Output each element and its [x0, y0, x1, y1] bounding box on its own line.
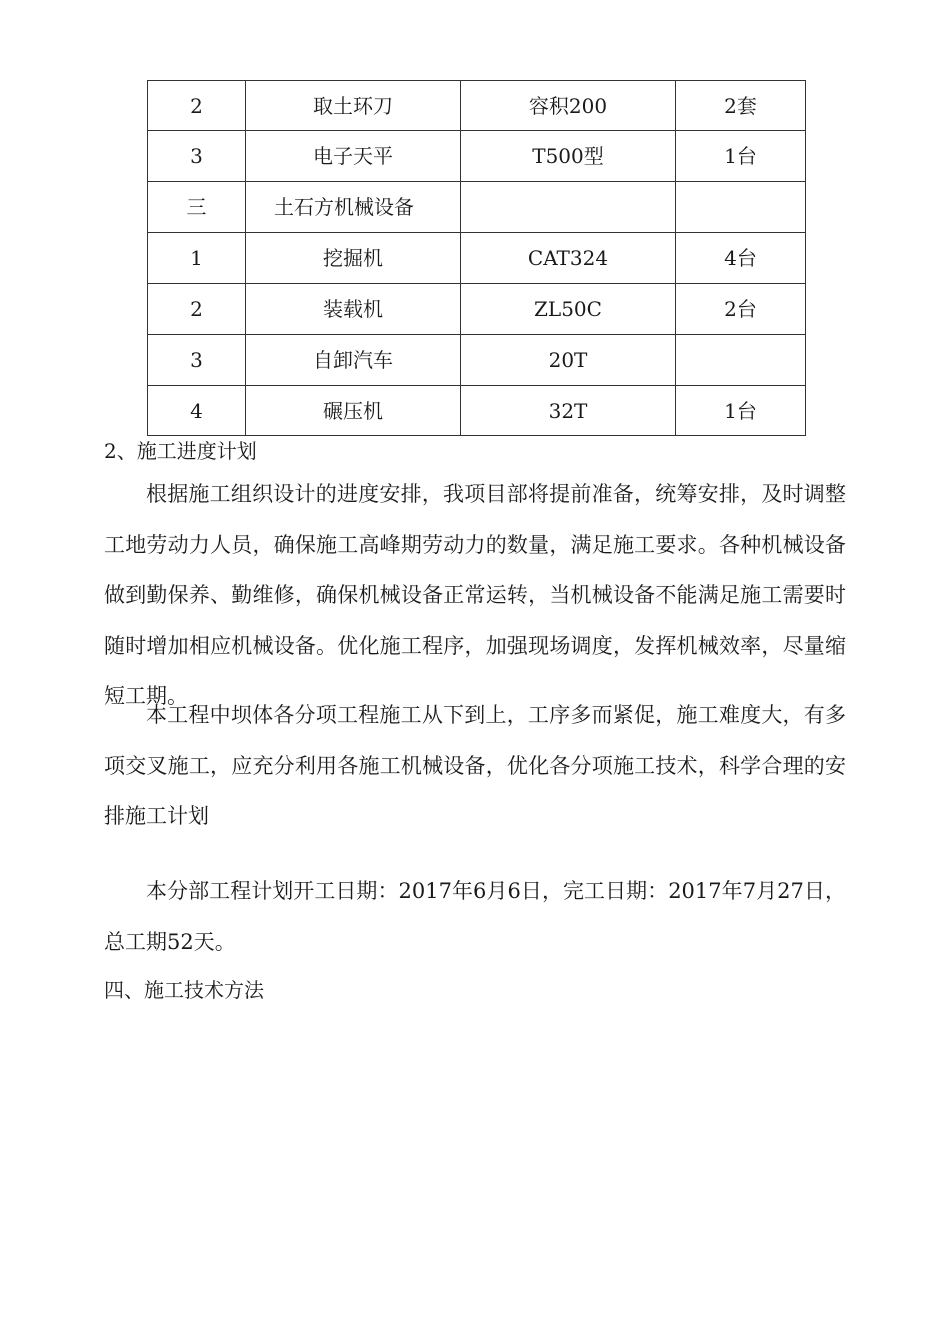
table-row: [148, 335, 806, 386]
equipment-table: [147, 80, 806, 436]
section-heading-schedule: 2、施工进度计划: [104, 439, 257, 463]
table-row: [148, 131, 806, 182]
equipment-name: 自卸汽车: [246, 335, 461, 386]
equipment-qty: [676, 182, 806, 233]
equipment-spec: 20T: [461, 335, 676, 386]
equipment-qty: 2套: [676, 81, 806, 131]
equipment-name: 装载机: [246, 284, 461, 335]
row-number: 三: [148, 182, 246, 233]
equipment-name: 取土环刀: [246, 81, 461, 131]
equipment-name: 碾压机: [246, 386, 461, 436]
row-number: 2: [148, 284, 246, 335]
equipment-spec: 32T: [461, 386, 676, 436]
table-row: [148, 284, 806, 335]
equipment-spec: CAT324: [461, 233, 676, 284]
row-number: 2: [148, 81, 246, 131]
paragraph-schedule-3: 本分部工程计划开工日期：2017年6月6日，完工日期：2017年7月27日，总工期52天。: [104, 879, 846, 954]
equipment-spec: ZL50C: [461, 284, 676, 335]
equipment-qty: 4台: [676, 233, 806, 284]
equipment-name: 电子天平: [246, 131, 461, 182]
equipment-spec: [461, 182, 676, 233]
row-number: 1: [148, 233, 246, 284]
paragraph-schedule-2: 本工程中坝体各分项工程施工从下到上，工序多而紧促，施工难度大，有多项交叉施工，应充分利用各施工机械设备，优化各分项施工技术，科学合理的安排施工计划: [104, 703, 846, 828]
equipment-qty: 1台: [676, 131, 806, 182]
table-row: [148, 233, 806, 284]
equipment-qty: 1台: [676, 386, 806, 436]
row-number: 4: [148, 386, 246, 436]
table-row: [148, 182, 806, 233]
table-row: [148, 81, 806, 131]
equipment-name: 挖掘机: [246, 233, 461, 284]
section-heading-methods: 四、施工技术方法: [104, 978, 264, 1002]
equipment-qty: 2台: [676, 284, 806, 335]
equipment-qty: [676, 335, 806, 386]
table-row: [148, 386, 806, 436]
equipment-category: 土石方机械设备: [246, 182, 461, 233]
equipment-spec: T500型: [461, 131, 676, 182]
row-number: 3: [148, 131, 246, 182]
row-number: 3: [148, 335, 246, 386]
equipment-spec: 容积200: [461, 81, 676, 131]
paragraph-schedule-1: 根据施工组织设计的进度安排，我项目部将提前准备，统筹安排，及时调整工地劳动力人员，确保施工高峰期劳动力的数量，满足施工要求。各种机械设备做到勤保养、勤维修，确保机械设备正常运转，当机械设备不能满足施工需要时随时增加相应机械设备。优化施工程序，加强现场调度，发挥机械效率，尽量缩短工期。: [104, 482, 846, 708]
